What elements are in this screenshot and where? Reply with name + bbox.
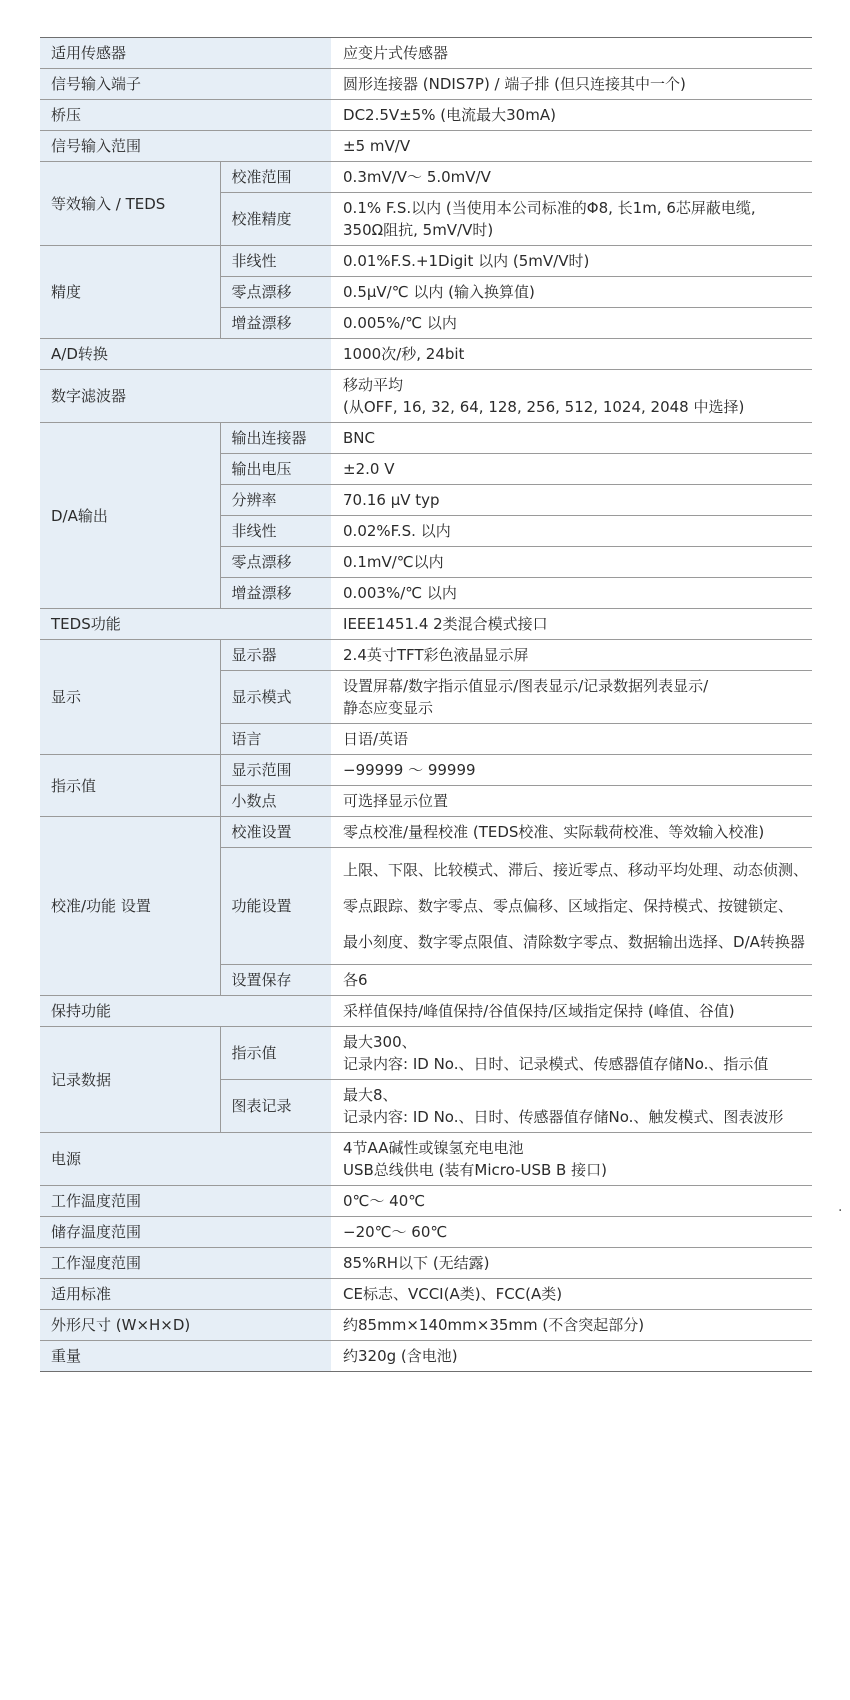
spec-value-line: 上限、下限、比较模式、滞后、接近零点、移动平均处理、动态侦测、 [343, 861, 809, 879]
spec-value-line: 0.1mV/℃以内 [343, 553, 444, 571]
spec-value-line: 可选择显示位置 [343, 792, 449, 810]
spec-value [331, 817, 812, 848]
spec-label: TEDS功能 [40, 609, 331, 640]
spec-value [331, 69, 812, 100]
spec-value [331, 755, 812, 786]
spec-value [331, 724, 812, 755]
spec-value-line: 85%RH以下 (无结露) [343, 1254, 490, 1272]
spec-label: 工作湿度范围 [40, 1248, 331, 1279]
spec-value [331, 516, 812, 547]
spec-value [331, 996, 812, 1027]
spec-value-line: 0.01%F.S.+1Digit 以内 (5mV/V时) [343, 252, 590, 270]
spec-row [40, 640, 812, 671]
spec-value [331, 246, 812, 277]
spec-value [331, 848, 812, 965]
spec-row [40, 609, 812, 640]
spec-value-line: −20℃～ 60℃ [343, 1223, 448, 1241]
spec-label: 适用标准 [40, 1279, 331, 1310]
spec-value [331, 100, 812, 131]
spec-row [40, 1186, 812, 1217]
spec-value [331, 547, 812, 578]
spec-value-line: 70.16 μV typ [343, 491, 440, 509]
spec-value [331, 131, 812, 162]
spec-sublabel: 小数点 [220, 786, 331, 817]
spec-sublabel: 功能设置 [220, 848, 331, 965]
spec-value [331, 965, 812, 996]
spec-sublabel: 显示模式 [220, 671, 331, 724]
spec-value-line: 最小刻度、数字零点限值、清除数字零点、数据输出选择、D/A转换器 [343, 933, 805, 951]
spec-sublabel: 分辨率 [220, 485, 331, 516]
spec-value-line: 移动平均 [343, 376, 404, 394]
spec-value [331, 485, 812, 516]
edge-marker: · [838, 1203, 843, 1219]
spec-sublabel: 指示值 [220, 1027, 331, 1080]
spec-label: 显示 [40, 640, 220, 755]
spec-value [331, 277, 812, 308]
spec-sublabel: 显示范围 [220, 755, 331, 786]
spec-value [331, 193, 812, 246]
spec-value-line: 4节AA碱性或镍氢充电电池 [343, 1139, 524, 1157]
spec-sublabel: 输出连接器 [220, 423, 331, 454]
spec-value-line: 2.4英寸TFT彩色液晶显示屏 [343, 646, 529, 664]
spec-label: 信号输入范围 [40, 131, 331, 162]
spec-table-body [40, 38, 812, 1372]
spec-label: A/D转换 [40, 339, 331, 370]
spec-row [40, 996, 812, 1027]
spec-sublabel: 校准精度 [220, 193, 331, 246]
spec-value [331, 1217, 812, 1248]
spec-label: 适用传感器 [40, 38, 331, 69]
spec-value-line: ±2.0 V [343, 460, 395, 478]
spec-row [40, 69, 812, 100]
spec-row [40, 1027, 812, 1080]
spec-value [331, 1080, 812, 1133]
spec-label: 记录数据 [40, 1027, 220, 1133]
spec-row [40, 1279, 812, 1310]
spec-value-line: 圆形连接器 (NDIS7P) / 端子排 (但只连接其中一个) [343, 75, 686, 93]
spec-value-line: (从OFF, 16, 32, 64, 128, 256, 512, 1024, 2048 中选择) [343, 398, 745, 416]
spec-value [331, 1027, 812, 1080]
spec-row [40, 1133, 812, 1186]
spec-value-line: 采样值保持/峰值保持/谷值保持/区域指定保持 (峰值、谷值) [343, 1002, 735, 1020]
spec-row [40, 817, 812, 848]
spec-value-line: 0.3mV/V～ 5.0mV/V [343, 168, 491, 186]
spec-value-line: 1000次/秒, 24bit [343, 345, 465, 363]
spec-value-line: 0.1% F.S.以内 (当使用本公司标准的Φ8, 长1m, 6芯屏蔽电缆, [343, 199, 756, 217]
spec-row [40, 246, 812, 277]
spec-value-line: 各6 [343, 971, 368, 989]
spec-sublabel: 图表记录 [220, 1080, 331, 1133]
spec-label: 精度 [40, 246, 220, 339]
spec-value [331, 1133, 812, 1186]
spec-row [40, 131, 812, 162]
spec-value [331, 1248, 812, 1279]
spec-row [40, 1248, 812, 1279]
spec-value-line: 设置屏幕/数字指示值显示/图表显示/记录数据列表显示/ [343, 677, 709, 695]
spec-value-line: BNC [343, 429, 376, 447]
spec-value-line: IEEE1451.4 2类混合模式接口 [343, 615, 548, 633]
spec-label: 指示值 [40, 755, 220, 817]
spec-label: 重量 [40, 1341, 331, 1372]
spec-value [331, 339, 812, 370]
spec-row [40, 423, 812, 454]
spec-sublabel: 校准范围 [220, 162, 331, 193]
spec-value [331, 671, 812, 724]
spec-value-line: −99999 ～ 99999 [343, 761, 476, 779]
spec-value-line: 约85mm×140mm×35mm (不含突起部分) [343, 1316, 645, 1334]
spec-value [331, 454, 812, 485]
spec-value-line: 0.5μV/℃ 以内 (输入换算值) [343, 283, 535, 301]
spec-value-line: 记录内容: ID No.、日时、传感器值存储No.、触发模式、图表波形 [343, 1108, 784, 1126]
spec-value [331, 786, 812, 817]
spec-value [331, 162, 812, 193]
spec-label: 电源 [40, 1133, 331, 1186]
spec-value-line: 记录内容: ID No.、日时、记录模式、传感器值存储No.、指示值 [343, 1055, 769, 1073]
spec-label: 外形尺寸 (W×H×D) [40, 1310, 331, 1341]
spec-label: 桥压 [40, 100, 331, 131]
spec-label: 数字滤波器 [40, 370, 331, 423]
spec-value-line: USB总线供电 (装有Micro-USB B 接口) [343, 1161, 607, 1179]
spec-value-line: 最大300、 [343, 1033, 417, 1051]
spec-label: 等效输入 / TEDS [40, 162, 220, 246]
spec-sublabel: 零点漂移 [220, 547, 331, 578]
spec-label: 工作温度范围 [40, 1186, 331, 1217]
spec-label: 校准/功能 设置 [40, 817, 220, 996]
spec-row [40, 1310, 812, 1341]
spec-value-line: 零点校准/量程校准 (TEDS校准、实际载荷校准、等效输入校准) [343, 823, 765, 841]
spec-label: 信号输入端子 [40, 69, 331, 100]
spec-value-line: 350Ω阻抗, 5mV/V时) [343, 221, 494, 239]
spec-value [331, 609, 812, 640]
spec-value [331, 1186, 812, 1217]
spec-sublabel: 非线性 [220, 516, 331, 547]
spec-row [40, 100, 812, 131]
spec-value [331, 1341, 812, 1372]
spec-row [40, 1341, 812, 1372]
spec-value [331, 578, 812, 609]
spec-value-line: 应变片式传感器 [343, 44, 449, 62]
spec-value-line: 零点跟踪、数字零点、零点偏移、区域指定、保持模式、按键锁定、 [343, 897, 794, 915]
spec-row [40, 370, 812, 423]
spec-row [40, 38, 812, 69]
spec-sublabel: 输出电压 [220, 454, 331, 485]
spec-table [40, 37, 812, 1372]
spec-value-line: 日语/英语 [343, 730, 409, 748]
spec-value-line: 最大8、 [343, 1086, 398, 1104]
spec-value-line: 0.005%/℃ 以内 [343, 314, 457, 332]
spec-value [331, 1279, 812, 1310]
spec-value [331, 423, 812, 454]
spec-sublabel: 语言 [220, 724, 331, 755]
spec-value-line: DC2.5V±5% (电流最大30mA) [343, 106, 556, 124]
spec-value-line: 0℃～ 40℃ [343, 1192, 426, 1210]
spec-value-line: 0.02%F.S. 以内 [343, 522, 451, 540]
spec-row [40, 162, 812, 193]
spec-value-line: 静态应变显示 [343, 699, 434, 717]
spec-row [40, 1217, 812, 1248]
spec-sublabel: 设置保存 [220, 965, 331, 996]
spec-value [331, 370, 812, 423]
spec-sublabel: 校准设置 [220, 817, 331, 848]
spec-label: 保持功能 [40, 996, 331, 1027]
spec-label: D/A输出 [40, 423, 220, 609]
spec-sublabel: 增益漂移 [220, 308, 331, 339]
spec-value-line: 0.003%/℃ 以内 [343, 584, 457, 602]
spec-row [40, 339, 812, 370]
spec-label: 储存温度范围 [40, 1217, 331, 1248]
spec-sublabel: 非线性 [220, 246, 331, 277]
spec-row [40, 755, 812, 786]
spec-value-line: 约320g (含电池) [343, 1347, 458, 1365]
spec-sublabel: 显示器 [220, 640, 331, 671]
spec-value [331, 1310, 812, 1341]
spec-sublabel: 增益漂移 [220, 578, 331, 609]
spec-value-line: CE标志、VCCI(A类)、FCC(A类) [343, 1285, 563, 1303]
spec-value-line: ±5 mV/V [343, 137, 411, 155]
spec-value [331, 38, 812, 69]
spec-value [331, 308, 812, 339]
spec-value [331, 640, 812, 671]
spec-sublabel: 零点漂移 [220, 277, 331, 308]
